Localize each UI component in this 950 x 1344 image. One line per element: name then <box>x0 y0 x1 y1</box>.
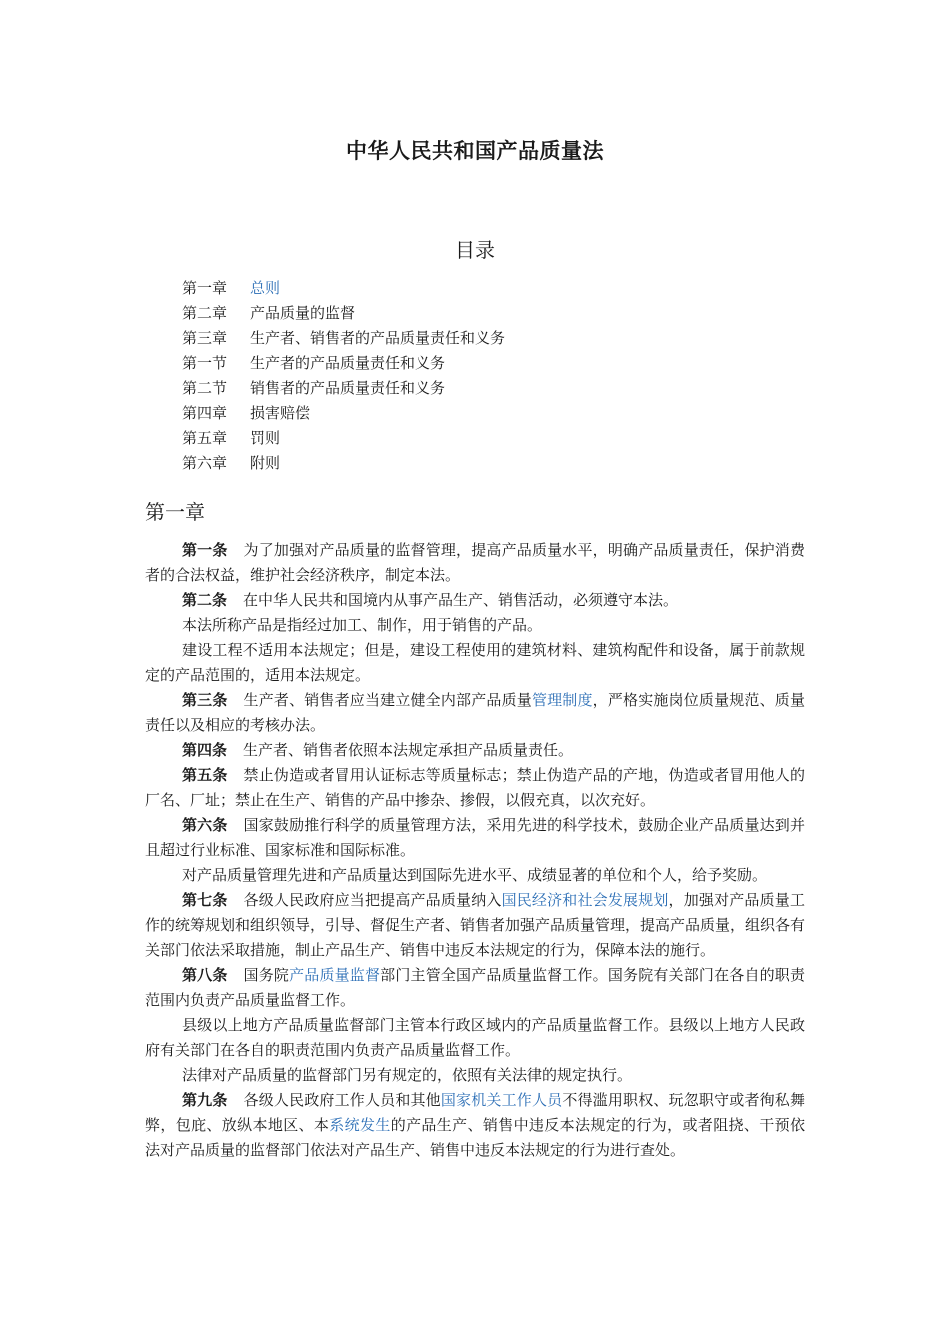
article-paragraph: 本法所称产品是指经过加工、制作，用于销售的产品。 <box>182 616 543 634</box>
toc-item <box>182 351 802 376</box>
document-title: 中华人民共和国产品质量法 <box>346 139 604 163</box>
article-paragraph: 法律对产品质量的监督部门另有规定的，依照有关法律的规定执行。 <box>182 1066 633 1084</box>
toc-item-label: 产品质量的监督 <box>250 304 356 322</box>
article-label: 第七条 <box>182 891 228 909</box>
article-text: 生产者、销售者应当建立健全内部产品质量 <box>243 691 532 709</box>
article-paragraph <box>145 538 805 588</box>
toc-item-number: 第一章 <box>182 279 228 297</box>
article-paragraph: 对产品质量管理先进和产品质量达到国际先进水平、成绩显著的单位和个人，给予奖励。 <box>182 866 768 884</box>
toc-item-number: 第二节 <box>182 379 228 397</box>
article-text: ，严格实施岗位质量规范、质量责任以及相应的考核办法。 <box>145 691 805 734</box>
article-text: 各级人民政府应当把提高产品质量纳入 <box>243 891 502 909</box>
chapter-heading: 第一章 <box>145 500 205 524</box>
toc-item <box>182 451 802 476</box>
article-label: 第一条 <box>182 541 228 559</box>
article-paragraph <box>145 888 805 963</box>
toc-item-label: 损害赔偿 <box>250 404 311 422</box>
economic-plan-link[interactable]: 国民经济和社会发展规划 <box>501 891 669 909</box>
toc-item-label: 罚则 <box>250 429 281 447</box>
toc-item[interactable] <box>182 276 802 301</box>
article-paragraph <box>145 1088 805 1163</box>
article-text: 在中华人民共和国境内从事产品生产、销售活动，必须遵守本法。 <box>243 591 679 609</box>
toc-title: 目录 <box>455 238 495 262</box>
toc-item-number: 第二章 <box>182 304 228 322</box>
article-label: 第五条 <box>182 766 228 784</box>
article-text: 禁止伪造或者冒用认证标志等质量标志；禁止伪造产品的产地，伪造或者冒用他人的厂名、厂址；禁止在生产、销售的产品中掺杂、掺假，以假充真，以次充好。 <box>145 766 805 809</box>
management-system-link[interactable]: 管理制度 <box>531 691 593 709</box>
table-of-contents <box>182 276 802 476</box>
article-paragraph <box>145 738 805 763</box>
article-text: 国家鼓励推行科学的质量管理方法，采用先进的科学技术，鼓励企业产品质量达到并且超过行业标准、国家标准和国际标准。 <box>145 816 805 859</box>
article-text: 不得滥用职权、玩忽职守或者徇私舞弊，包庇、放纵本地区、本 <box>145 1091 805 1134</box>
chapter-body <box>145 538 805 1163</box>
article-paragraph <box>145 688 805 738</box>
toc-item <box>182 376 802 401</box>
article-label: 第九条 <box>182 1091 228 1109</box>
toc-item <box>182 401 802 426</box>
toc-item-number: 第四章 <box>182 404 228 422</box>
article-label: 第三条 <box>182 691 228 709</box>
quality-supervision-link[interactable]: 产品质量监督 <box>289 966 381 984</box>
toc-item-number: 第五章 <box>182 429 228 447</box>
state-staff-link[interactable]: 国家机关工作人员 <box>440 1091 563 1109</box>
article-paragraph <box>145 813 805 863</box>
article-text: 生产者、销售者依照本法规定承担产品质量责任。 <box>243 741 574 759</box>
toc-link-general-provisions[interactable]: 总则 <box>250 279 281 297</box>
toc-item <box>182 326 802 351</box>
article-text: 国务院 <box>243 966 290 984</box>
article-label: 第八条 <box>182 966 228 984</box>
article-text: 的产品生产、销售中违反本法规定的行为，或者阻挠、干预依法对产品质量的监督部门依法对产品生产、销售中违反本法规定的行为进行查处。 <box>145 1116 805 1159</box>
toc-item-number: 第三章 <box>182 329 228 347</box>
toc-item-label: 生产者的产品质量责任和义务 <box>250 354 446 372</box>
toc-item-number: 第六章 <box>182 454 228 472</box>
article-text: 为了加强对产品质量的监督管理，提高产品质量水平，明确产品质量责任，保护消费者的合法权益，维护社会经济秩序，制定本法。 <box>145 541 805 584</box>
toc-item <box>182 301 802 326</box>
article-label: 第二条 <box>182 591 228 609</box>
article-label: 第四条 <box>182 741 228 759</box>
article-paragraph: 建设工程不适用本法规定；但是，建设工程使用的建筑材料、建筑构配件和设备，属于前款规定的产品范围的，适用本法规定。 <box>145 641 805 684</box>
toc-item <box>182 426 802 451</box>
article-label: 第六条 <box>182 816 228 834</box>
article-text: 各级人民政府工作人员和其他 <box>243 1091 441 1109</box>
toc-item-number: 第一节 <box>182 354 228 372</box>
article-text: 部门主管全国产品质量监督工作。国务院有关部门在各自的职责范围内负责产品质量监督工作。 <box>145 966 805 1009</box>
toc-item-label: 生产者、销售者的产品质量责任和义务 <box>250 329 506 347</box>
article-paragraph <box>145 588 805 613</box>
article-paragraph <box>145 763 805 813</box>
article-paragraph: 县级以上地方产品质量监督部门主管本行政区域内的产品质量监督工作。县级以上地方人民政府有关部门在各自的职责范围内负责产品质量监督工作。 <box>145 1016 805 1059</box>
system-occurrence-link[interactable]: 系统发生 <box>329 1116 391 1134</box>
toc-item-label: 附则 <box>250 454 281 472</box>
article-paragraph <box>145 963 805 1013</box>
toc-item-label: 销售者的产品质量责任和义务 <box>250 379 446 397</box>
article-text: ，加强对产品质量工作的统筹规划和组织领导，引导、督促生产者、销售者加强产品质量管理，提高产品质量，组织各有关部门依法采取措施，制止产品生产、销售中违反本法规定的行为，保障本法的施行。 <box>145 891 806 959</box>
